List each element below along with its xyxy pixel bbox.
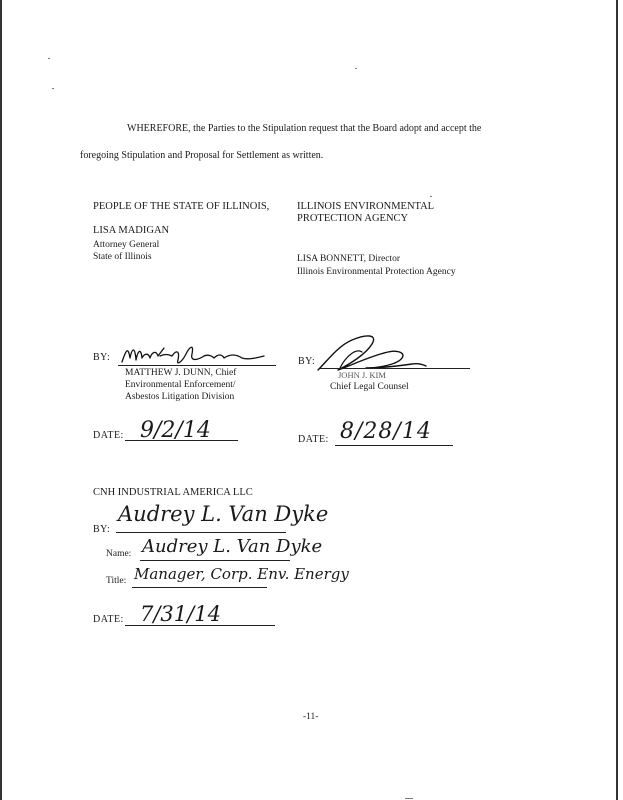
right-official-office: Illinois Environmental Protection Agency [297, 267, 456, 277]
closing-line-1: WHEREFORE, the Parties to the Stipulation request that the Board adopt and accept the [127, 123, 482, 134]
right-by-label: BY: [298, 356, 316, 367]
right-signer-title: Chief Legal Counsel [330, 382, 409, 392]
scan-speck [405, 798, 413, 799]
company-title-label: Title: [106, 576, 127, 586]
right-signature-line [320, 368, 470, 369]
company-date-label: DATE: [93, 614, 124, 625]
right-signer-name: JOHN J. KIM [338, 370, 386, 380]
closing-line-2: foregoing Stipulation and Proposal for Settlement as written. [80, 150, 324, 161]
right-date-line [335, 445, 453, 446]
left-by-label: BY: [93, 352, 111, 363]
company-date-line [125, 625, 275, 626]
scan-speck [430, 196, 432, 197]
scan-speck [48, 58, 50, 59]
company-title-value: Manager, Corp. Env. Energy [134, 565, 349, 583]
company-name-value: Audrey L. Van Dyke [142, 536, 323, 557]
scan-edge-right [616, 0, 618, 800]
company-by-label: BY: [93, 524, 111, 535]
scan-speck [52, 88, 54, 89]
right-party-name-1: ILLINOIS ENVIRONMENTAL [297, 201, 435, 212]
company-signature: Audrey L. Van Dyke [118, 502, 329, 526]
company-signature-line [116, 532, 286, 533]
left-office: State of Illinois [93, 252, 152, 262]
company-name-label: Name: [106, 549, 132, 559]
company-name: CNH INDUSTRIAL AMERICA LLC [93, 487, 253, 498]
left-date-label: DATE: [93, 430, 124, 441]
page-number: -11- [303, 712, 319, 722]
right-party-name-2: PROTECTION AGENCY [297, 213, 409, 224]
left-date-line [125, 440, 238, 441]
left-party-name: PEOPLE OF THE STATE OF ILLINOIS, [93, 201, 270, 212]
company-name-line [140, 560, 290, 561]
company-title-line [132, 587, 267, 588]
left-official-title: Attorney General [93, 240, 160, 250]
left-signer-title: Environmental Enforcement/ [125, 380, 236, 390]
left-official-name: LISA MADIGAN [93, 225, 170, 236]
left-signer-name: MATTHEW J. DUNN, Chief [125, 368, 237, 378]
scan-speck [355, 68, 357, 69]
right-official-name: LISA BONNETT, Director [297, 254, 400, 264]
scan-edge-left [0, 0, 2, 800]
left-signer-division: Asbestos Litigation Division [125, 392, 235, 402]
right-date-label: DATE: [298, 434, 329, 445]
company-date-value: 7/31/14 [140, 602, 221, 626]
right-date-value: 8/28/14 [340, 419, 432, 444]
left-signature-line [118, 365, 276, 366]
left-date-value: 9/2/14 [140, 418, 211, 443]
